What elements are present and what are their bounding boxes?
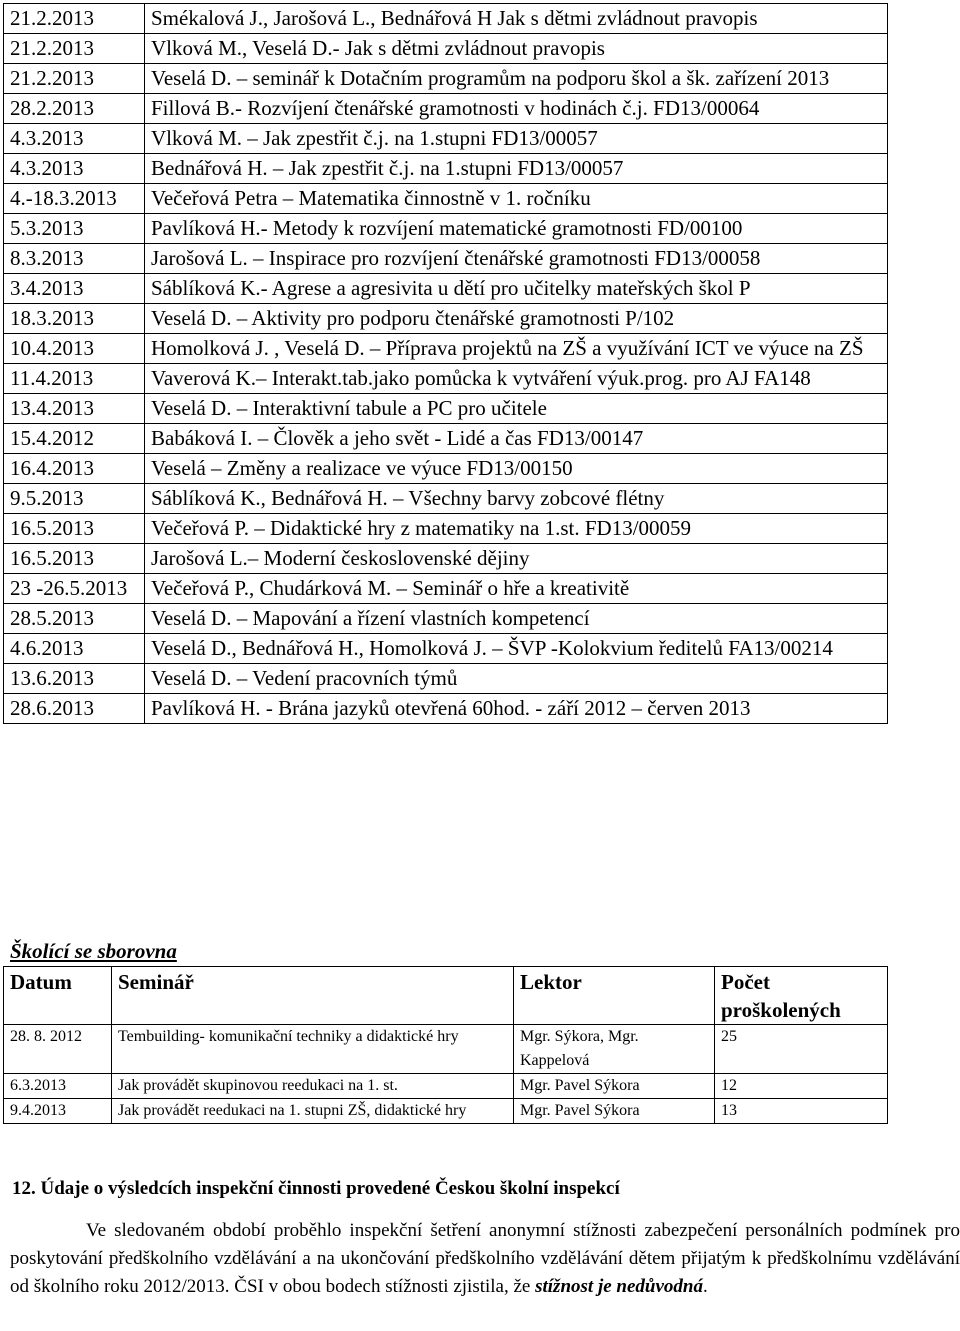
seminar-date: 21.2.2013 bbox=[4, 64, 145, 94]
seminar-date: 28.5.2013 bbox=[4, 604, 145, 634]
seminar-description: Smékalová J., Jarošová L., Bednářová H Jak s dětmi zvládnout pravopis bbox=[145, 4, 888, 34]
cell-count: 13 bbox=[715, 1099, 888, 1124]
seminar-description: Veselá D. – Interaktivní tabule a PC pro učitele bbox=[145, 394, 888, 424]
table-row bbox=[4, 154, 888, 184]
seminar-date: 8.3.2013 bbox=[4, 244, 145, 274]
seminar-description: Vaverová K.– Interakt.tab.jako pomůcka k vytváření výuk.prog. pro AJ FA148 bbox=[145, 364, 888, 394]
section-12-paragraph bbox=[10, 1217, 960, 1301]
seminar-date: 16.4.2013 bbox=[4, 454, 145, 484]
seminar-date: 11.4.2013 bbox=[4, 364, 145, 394]
cell-count: 25 bbox=[715, 1025, 888, 1074]
seminar-date: 15.4.2012 bbox=[4, 424, 145, 454]
seminar-date: 21.2.2013 bbox=[4, 4, 145, 34]
cell-count: 12 bbox=[715, 1074, 888, 1099]
cell-lecturer: Mgr. Sýkora, Mgr. Kappelová bbox=[514, 1025, 715, 1074]
paragraph-end: . bbox=[702, 1276, 708, 1297]
cell-seminar: Tembuilding- komunikační techniky a didaktické hry bbox=[112, 1025, 514, 1074]
seminar-description: Veselá D. – Mapování a řízení vlastních kompetencí bbox=[145, 604, 888, 634]
seminar-date: 18.3.2013 bbox=[4, 304, 145, 334]
table-row bbox=[4, 214, 888, 244]
seminar-date: 9.5.2013 bbox=[4, 484, 145, 514]
table-row bbox=[4, 514, 888, 544]
staff-training-table bbox=[3, 966, 888, 1124]
cell-date: 9.4.2013 bbox=[4, 1099, 112, 1124]
table-row bbox=[4, 4, 888, 34]
table-row bbox=[4, 274, 888, 304]
table-row bbox=[4, 394, 888, 424]
table-row bbox=[4, 544, 888, 574]
table-row bbox=[4, 1074, 888, 1099]
seminar-date: 13.4.2013 bbox=[4, 394, 145, 424]
seminar-description: Bednářová H. – Jak zpestřit č.j. na 1.stupni FD13/00057 bbox=[145, 154, 888, 184]
seminar-date: 28.6.2013 bbox=[4, 694, 145, 724]
cell-lecturer: Mgr. Pavel Sýkora bbox=[514, 1074, 715, 1099]
seminar-date: 21.2.2013 bbox=[4, 34, 145, 64]
table-row bbox=[4, 64, 888, 94]
seminar-table-body bbox=[4, 4, 888, 724]
seminar-description: Veselá D. – Aktivity pro podporu čtenářské gramotnosti P/102 bbox=[145, 304, 888, 334]
table-header-row bbox=[4, 967, 888, 1025]
column-header-count: Počet proškolených bbox=[715, 967, 888, 1025]
column-header-lecturer: Lektor bbox=[514, 967, 715, 1025]
column-header-seminar: Seminář bbox=[112, 967, 514, 1025]
table-row bbox=[4, 1099, 888, 1124]
paragraph-emphasis: stížnost je nedůvodná bbox=[535, 1276, 703, 1297]
seminar-date: 16.5.2013 bbox=[4, 544, 145, 574]
seminar-date: 4.3.2013 bbox=[4, 124, 145, 154]
seminar-description: Veselá D. – seminář k Dotačním programům na podporu škol a šk. zařízení 2013 bbox=[145, 64, 888, 94]
seminar-description: Veselá – Změny a realizace ve výuce FD13/00150 bbox=[145, 454, 888, 484]
seminar-date: 16.5.2013 bbox=[4, 514, 145, 544]
table-row bbox=[4, 634, 888, 664]
section-12-title: 12. Údaje o výsledcích inspekční činnosti provedené Českou školní inspekcí bbox=[12, 1178, 620, 1199]
cell-date: 28. 8. 2012 bbox=[4, 1025, 112, 1074]
seminar-description: Večeřová P., Chudárková M. – Seminář o hře a kreativitě bbox=[145, 574, 888, 604]
table-row bbox=[4, 304, 888, 334]
cell-seminar: Jak provádět skupinovou reedukaci na 1. st. bbox=[112, 1074, 514, 1099]
paragraph-text: Ve sledovaném období proběhlo inspekční šetření anonymní stížnosti zabezpečení personálních podmínek pro poskytování předškolního vzdělávání a na ukončování předškolního vzdělávání dětem přijatým k předškolnímu vzdělávání od školního roku 2012/2013. ČSI v obou bodech stížnosti zjistila, že bbox=[10, 1220, 960, 1297]
table-row bbox=[4, 604, 888, 634]
seminar-description: Večeřová P. – Didaktické hry z matematiky na 1.st. FD13/00059 bbox=[145, 514, 888, 544]
seminar-description: Jarošová L.– Moderní československé dějiny bbox=[145, 544, 888, 574]
table-row bbox=[4, 184, 888, 214]
table-row bbox=[4, 664, 888, 694]
table-row bbox=[4, 124, 888, 154]
column-header-date: Datum bbox=[4, 967, 112, 1025]
table-row bbox=[4, 334, 888, 364]
seminar-date: 4.6.2013 bbox=[4, 634, 145, 664]
seminar-description: Večeřová Petra – Matematika činnostně v 1. ročníku bbox=[145, 184, 888, 214]
seminar-description: Fillová B.- Rozvíjení čtenářské gramotnosti v hodinách č.j. FD13/00064 bbox=[145, 94, 888, 124]
table-row bbox=[4, 454, 888, 484]
table-row bbox=[4, 484, 888, 514]
seminar-description: Pavlíková H. - Brána jazyků otevřená 60hod. - září 2012 – červen 2013 bbox=[145, 694, 888, 724]
table-row bbox=[4, 34, 888, 64]
seminar-date: 5.3.2013 bbox=[4, 214, 145, 244]
seminar-description: Jarošová L. – Inspirace pro rozvíjení čtenářské gramotnosti FD13/00058 bbox=[145, 244, 888, 274]
table-row bbox=[4, 574, 888, 604]
seminar-date: 10.4.2013 bbox=[4, 334, 145, 364]
seminar-description: Babáková I. – Člověk a jeho svět - Lidé a čas FD13/00147 bbox=[145, 424, 888, 454]
table-row bbox=[4, 694, 888, 724]
cell-lecturer: Mgr. Pavel Sýkora bbox=[514, 1099, 715, 1124]
seminar-description: Veselá D., Bednářová H., Homolková J. – ŠVP -Kolokvium ředitelů FA13/00214 bbox=[145, 634, 888, 664]
seminar-description: Veselá D. – Vedení pracovních týmů bbox=[145, 664, 888, 694]
cell-seminar: Jak provádět reedukaci na 1. stupni ZŠ, didaktické hry bbox=[112, 1099, 514, 1124]
seminar-description: Sáblíková K., Bednářová H. – Všechny barvy zobcové flétny bbox=[145, 484, 888, 514]
table-row bbox=[4, 1025, 888, 1074]
cell-date: 6.3.2013 bbox=[4, 1074, 112, 1099]
table-row bbox=[4, 424, 888, 454]
seminar-description: Sáblíková K.- Agrese a agresivita u dětí pro učitelky mateřských škol P bbox=[145, 274, 888, 304]
seminar-date: 13.6.2013 bbox=[4, 664, 145, 694]
table-row bbox=[4, 94, 888, 124]
seminar-description: Vlková M. – Jak zpestřit č.j. na 1.stupni FD13/00057 bbox=[145, 124, 888, 154]
seminar-date: 23 -26.5.2013 bbox=[4, 574, 145, 604]
seminar-description: Vlková M., Veselá D.- Jak s dětmi zvládnout pravopis bbox=[145, 34, 888, 64]
seminar-date: 3.4.2013 bbox=[4, 274, 145, 304]
table-row bbox=[4, 364, 888, 394]
seminar-description: Homolková J. , Veselá D. – Příprava projektů na ZŠ a využívání ICT ve výuce na ZŠ bbox=[145, 334, 888, 364]
seminar-date: 4.-18.3.2013 bbox=[4, 184, 145, 214]
staff-training-heading: Školící se sborovna bbox=[10, 939, 177, 963]
seminar-date: 4.3.2013 bbox=[4, 154, 145, 184]
seminar-description: Pavlíková H.- Metody k rozvíjení matematické gramotnosti FD/00100 bbox=[145, 214, 888, 244]
seminar-date: 28.2.2013 bbox=[4, 94, 145, 124]
table-row bbox=[4, 244, 888, 274]
seminar-table bbox=[3, 3, 888, 724]
